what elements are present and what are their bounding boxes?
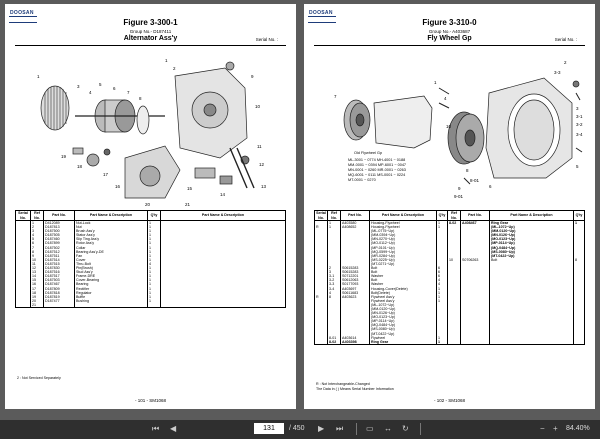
description-cell: (MQ-0599~Up) bbox=[370, 250, 437, 254]
serial-cell: R bbox=[315, 225, 328, 229]
description-cell: (MO-0112~Up) bbox=[370, 241, 437, 245]
assembly-name: Alternator Ass'y bbox=[123, 35, 178, 42]
serial-cell bbox=[16, 303, 31, 308]
ref-cell: 7 bbox=[31, 246, 44, 250]
qty-cell: 1 bbox=[148, 246, 161, 250]
qty-cell: 1 bbox=[148, 299, 161, 303]
serial-label: Serial No. : bbox=[554, 37, 577, 42]
part-no-cell: D187517 bbox=[44, 274, 75, 278]
part-no-cell: A403697 bbox=[341, 287, 370, 291]
ref-cell: 8 bbox=[31, 250, 44, 254]
fit-width-icon[interactable]: ↔ bbox=[384, 424, 392, 433]
description-cell: (MS-0080~Up) bbox=[370, 327, 437, 331]
description-cell: Washer bbox=[370, 282, 437, 286]
part-no-cell: S0706263 bbox=[461, 258, 490, 262]
flywheel-exploded-diagram bbox=[314, 48, 585, 208]
ref-cell: 14 bbox=[31, 274, 44, 278]
part-no-cell: S0612063 bbox=[341, 278, 370, 282]
description-cell: Bolt bbox=[370, 278, 437, 282]
empty-cell bbox=[161, 303, 286, 308]
callout: 20 bbox=[145, 202, 151, 207]
description-cell: (ML-1072~Up) bbox=[370, 303, 437, 307]
qty-cell: 1 bbox=[148, 229, 161, 233]
callout: 2 bbox=[564, 60, 567, 65]
qty-cell: 6 bbox=[437, 274, 448, 278]
ref-cell: 13 bbox=[31, 270, 44, 274]
description-cell: (MN-0270~Up) bbox=[370, 237, 437, 241]
description-cell: (MR-0284~Up) bbox=[370, 254, 437, 258]
qty-cell: 1 bbox=[148, 258, 161, 262]
description-cell: (MS-0080~Up) bbox=[490, 250, 574, 254]
description-cell: (MN-0126~Up) bbox=[490, 233, 574, 237]
col-serial: Serial No. bbox=[316, 211, 326, 220]
qty-cell: 1 bbox=[148, 295, 161, 299]
part-no-cell: S0615283 bbox=[341, 270, 370, 274]
ref-cell: 1 bbox=[328, 225, 341, 229]
serial-cell: R bbox=[315, 295, 328, 299]
description-cell: (MO-0123~Up) bbox=[490, 237, 574, 241]
inset-title: Old Flywheel Gp bbox=[354, 151, 383, 155]
rotate-icon[interactable]: ↻ bbox=[402, 424, 409, 433]
qty-cell: 1 bbox=[148, 237, 161, 241]
figure-title: Figure 3-300-1 bbox=[123, 18, 178, 27]
ref-cell: 1 bbox=[328, 221, 341, 226]
qty-cell bbox=[574, 340, 585, 345]
ref-cell: 4 bbox=[328, 291, 341, 295]
description-cell: (ML-0775~Up) bbox=[370, 229, 437, 233]
description-cell: Nut-Lock bbox=[75, 221, 148, 226]
callout: 6 bbox=[489, 184, 492, 189]
part-no-cell: S0611683 bbox=[341, 291, 370, 295]
header-rule bbox=[314, 45, 585, 46]
right-page bbox=[304, 4, 595, 409]
part-no-cell: A403623 bbox=[341, 295, 370, 299]
description-cell: Ring Gear bbox=[490, 221, 574, 226]
description-cell: Cover-Bearing bbox=[75, 278, 148, 282]
description-cell: Bearing bbox=[75, 282, 148, 286]
part-no-cell: D187477 bbox=[44, 299, 75, 303]
ref-cell: 2 bbox=[31, 225, 44, 229]
col-description: Part Name & Description bbox=[370, 211, 437, 221]
qty-cell: 1 bbox=[148, 225, 161, 229]
inset-line: MM-0001 ~ 0394 MP-6001 ~ 0047 bbox=[348, 163, 407, 167]
table-row bbox=[315, 340, 585, 345]
qty-cell: 8 bbox=[574, 258, 585, 262]
callout: 19 bbox=[61, 154, 67, 159]
footnote: 2 : Not Serviced Separately bbox=[17, 376, 61, 380]
ref-cell: 5 bbox=[31, 237, 44, 241]
callout: 12 bbox=[259, 162, 265, 167]
description-cell: Flywheel Ass'y bbox=[370, 299, 437, 303]
part-no-cell: S0712201 bbox=[341, 274, 370, 278]
figure-title: Figure 3-310-0 bbox=[422, 18, 477, 27]
description-cell: Flywheel Ass'y bbox=[370, 295, 437, 299]
part-no-cell: D187460 bbox=[44, 237, 75, 241]
description-cell: Bolt bbox=[490, 258, 574, 262]
qty-cell: 1 bbox=[148, 270, 161, 274]
part-no-cell: D187514 bbox=[44, 258, 75, 262]
callout: 1 bbox=[165, 58, 168, 63]
fit-page-icon[interactable]: ▭ bbox=[366, 424, 374, 433]
callout: 11 bbox=[257, 144, 262, 149]
part-no-cell: D187813 bbox=[44, 225, 75, 229]
qty-cell: 1 bbox=[148, 254, 161, 258]
part-no-cell: D187502 bbox=[44, 246, 75, 250]
col-description-2: Part Name & Description bbox=[490, 211, 574, 221]
description-cell: (MQ-0484~Up) bbox=[490, 246, 574, 250]
zoom-in-icon[interactable]: + bbox=[553, 424, 558, 433]
col-ref-2: Ref No. bbox=[448, 211, 461, 221]
ref-cell: 3-1 bbox=[328, 274, 341, 278]
part-no-cell bbox=[461, 340, 490, 345]
part-no-cell: D187516 bbox=[44, 270, 75, 274]
callout: 7 bbox=[334, 94, 337, 99]
qty-cell: 4 bbox=[148, 262, 161, 266]
qty-cell: 1 bbox=[437, 221, 448, 226]
description-cell: Housing-Cover(Delete) bbox=[370, 287, 437, 291]
ref-cell: 10 bbox=[448, 258, 461, 262]
callout: 1 bbox=[37, 74, 40, 79]
page-total: / 450 bbox=[289, 425, 305, 432]
alternator-exploded-diagram bbox=[15, 48, 286, 208]
callout: 9-01 bbox=[454, 194, 464, 199]
qty-cell: 1 bbox=[148, 287, 161, 291]
part-no-cell: D187830 bbox=[44, 266, 75, 270]
callout: 5 bbox=[576, 164, 579, 169]
part-no-cell bbox=[44, 303, 75, 308]
part-no-cell: D412089 bbox=[44, 221, 75, 226]
callout: 14 bbox=[220, 192, 226, 197]
part-no-cell: S0615283 bbox=[341, 266, 370, 270]
description-cell: Bolt bbox=[370, 270, 437, 274]
part-no-cell: D187899 bbox=[44, 241, 75, 245]
callout: 4 bbox=[444, 96, 447, 101]
description-cell: Buffle bbox=[75, 295, 148, 299]
part-no-cell: D187512 bbox=[44, 250, 75, 254]
description-cell: Brush Ass'y bbox=[75, 229, 148, 233]
qty-cell: 1 bbox=[148, 241, 161, 245]
description-cell: Collar bbox=[75, 246, 148, 250]
inset-line: ML-3001 ~ 0774 MH-4001 ~ 0188 bbox=[348, 158, 406, 162]
qty-cell: 1 bbox=[437, 340, 448, 345]
last-page-icon[interactable]: ⏭ bbox=[336, 424, 344, 433]
description-cell: Stator Ass'y bbox=[75, 233, 148, 237]
callout: 21 bbox=[185, 202, 191, 207]
description-cell: Rectifier bbox=[75, 287, 148, 291]
ref-cell: 3-3 bbox=[328, 282, 341, 286]
qty-cell: 1 bbox=[148, 291, 161, 295]
ref-cell: 11 bbox=[31, 262, 44, 266]
callout: 8 bbox=[466, 168, 469, 173]
part-no-cell: D187511 bbox=[44, 254, 75, 258]
part-no-cell: D187819 bbox=[44, 295, 75, 299]
ref-cell: 3-2 bbox=[328, 278, 341, 282]
col-part-no: Part No. bbox=[44, 211, 75, 221]
part-no-cell: D187503 bbox=[44, 278, 75, 282]
ref-cell: 6 bbox=[31, 241, 44, 245]
description-cell: (MP-0114~Up) bbox=[370, 319, 437, 323]
doosan-logo: DOOSAN bbox=[10, 10, 34, 16]
description-cell: Stud Ass'y bbox=[75, 270, 148, 274]
description-cell: Bushing bbox=[75, 299, 148, 303]
left-page bbox=[5, 4, 296, 409]
col-part-no-2: Part No. bbox=[461, 211, 490, 221]
qty-cell: 1 bbox=[148, 278, 161, 282]
description-cell: Bearing Ass'y-DE bbox=[75, 250, 148, 254]
col-description-2: Part Name & Description bbox=[161, 211, 286, 221]
callout: 8 bbox=[139, 96, 142, 101]
qty-cell: 1 bbox=[437, 287, 448, 291]
description-cell: (MO-0123~Up) bbox=[370, 315, 437, 319]
col-ref: Ref No. bbox=[328, 211, 341, 221]
footnote-serial: The Data in ( ) Means Serial Number Information bbox=[316, 387, 394, 391]
toolbar-separator bbox=[356, 423, 357, 435]
callout: 18 bbox=[77, 164, 83, 169]
callout: 9 bbox=[251, 74, 254, 79]
callout: 4 bbox=[89, 90, 92, 95]
description-cell: Cover bbox=[75, 258, 148, 262]
callout: 7 bbox=[127, 90, 130, 95]
description-cell: (MM-0120~Up) bbox=[490, 229, 574, 233]
col-qty-2: Q'ty bbox=[574, 211, 585, 221]
part-no-cell: D187505 bbox=[44, 233, 75, 237]
qty-cell: 1 bbox=[148, 221, 161, 226]
qty-cell: 1 bbox=[148, 274, 161, 278]
callout: 17 bbox=[103, 172, 109, 177]
parts-table-right bbox=[314, 210, 585, 345]
inset-line: MN-0001 ~ 0260 MR-0001 ~ 0263 bbox=[348, 168, 406, 172]
assembly-name: Fly Wheel Gp bbox=[427, 35, 472, 42]
ref-cell: 16 bbox=[31, 282, 44, 286]
part-no-cell: D187467 bbox=[44, 282, 75, 286]
page-number-input[interactable] bbox=[254, 423, 284, 434]
serial-label: Serial No. : bbox=[255, 37, 278, 42]
qty-cell: 1 bbox=[437, 299, 448, 303]
ref-cell: 4 bbox=[31, 233, 44, 237]
qty-cell: 1 bbox=[148, 266, 161, 270]
description-cell: Nut bbox=[75, 225, 148, 229]
callout: 3 bbox=[77, 84, 80, 89]
part-no-cell: D187515 bbox=[44, 262, 75, 266]
part-no-cell: A403614 bbox=[341, 336, 370, 340]
ref-cell: 2 bbox=[328, 266, 341, 270]
qty-cell: 1 bbox=[437, 225, 448, 229]
qty-cell: 4 bbox=[437, 278, 448, 282]
qty-cell: 6 bbox=[437, 270, 448, 274]
callout: 6 bbox=[113, 86, 116, 91]
ref-cell: 8-02 bbox=[448, 221, 461, 226]
doosan-logo: DOOSAN bbox=[309, 10, 333, 16]
callout: 3-1 bbox=[576, 114, 583, 119]
qty-cell: 1 bbox=[148, 282, 161, 286]
callout: 13 bbox=[261, 184, 267, 189]
ref-cell: 10 bbox=[31, 258, 44, 262]
description-cell: Bolt(Delete) bbox=[370, 291, 437, 295]
col-qty: Q'ty bbox=[437, 211, 448, 221]
callout: 10 bbox=[446, 124, 452, 129]
description-cell: (MT-0422~Up) bbox=[370, 332, 437, 336]
part-no-cell: A403580 bbox=[341, 221, 370, 226]
callout: 3 bbox=[576, 106, 579, 111]
ref-cell: 1 bbox=[31, 221, 44, 226]
first-page-icon[interactable]: ⏮ bbox=[152, 424, 160, 433]
col-description: Part Name & Description bbox=[75, 211, 148, 221]
group-number: Group No.- D187411 bbox=[129, 29, 172, 34]
ref-cell: 3 bbox=[328, 270, 341, 274]
description-cell: (ML-1072~Up) bbox=[490, 225, 574, 229]
ref-cell: 17 bbox=[31, 287, 44, 291]
inset-line: MT-0001 ~ 0270 bbox=[348, 178, 376, 182]
parts-table-left bbox=[15, 210, 286, 308]
ref-cell: 3-4 bbox=[328, 287, 341, 291]
prev-page-icon[interactable]: ◀ bbox=[170, 424, 177, 433]
qty-cell: 1 bbox=[437, 291, 448, 295]
group-number: Group No.- A403687 bbox=[428, 29, 471, 34]
description-cell: Housing-Flywheel bbox=[370, 225, 437, 229]
part-no-cell: A408467 bbox=[461, 221, 490, 226]
toolbar-separator bbox=[420, 423, 421, 435]
ref-cell: 21 bbox=[31, 303, 44, 308]
col-serial: Serial No. bbox=[16, 211, 31, 221]
callout: 3-3 bbox=[554, 70, 561, 75]
header-rule bbox=[15, 45, 286, 46]
footnote-r: R : Not Interchangeable-Changed bbox=[316, 382, 370, 386]
next-page-icon[interactable]: ▶ bbox=[318, 424, 325, 433]
description-cell: Regulator bbox=[75, 291, 148, 295]
description-cell: Thru-Bolt bbox=[75, 262, 148, 266]
description-cell: Frame-DRE bbox=[75, 274, 148, 278]
ref-cell: 9 bbox=[31, 254, 44, 258]
ref-cell: 8 bbox=[328, 295, 341, 299]
description-cell: Washer bbox=[370, 274, 437, 278]
table-row bbox=[16, 303, 286, 308]
description-cell: Fan bbox=[75, 254, 148, 258]
ref-cell bbox=[448, 340, 461, 345]
description-cell: Bolt bbox=[370, 266, 437, 270]
description-cell: (MP-0114~Up) bbox=[490, 241, 574, 245]
part-no-cell: D187500 bbox=[44, 229, 75, 233]
ref-cell: 20 bbox=[31, 299, 44, 303]
col-part-no: Part No. bbox=[341, 211, 370, 221]
description-cell bbox=[75, 303, 148, 308]
page-number: - 102 - SM1068 bbox=[433, 398, 466, 403]
description-cell: (MM-0394~Up) bbox=[370, 233, 437, 237]
description-cell: (MT-0422~Up) bbox=[490, 254, 574, 258]
ref-cell: 15 bbox=[31, 278, 44, 282]
part-no-cell: D187809 bbox=[44, 287, 75, 291]
viewer-toolbar bbox=[0, 420, 600, 439]
qty-cell: 1 bbox=[148, 250, 161, 254]
callout: 16 bbox=[115, 184, 121, 189]
part-no-cell: D187818 bbox=[44, 291, 75, 295]
ref-cell: 8-01 bbox=[328, 336, 341, 340]
description-cell: (MN-0126~Up) bbox=[370, 311, 437, 315]
zoom-level[interactable]: 84.40% bbox=[566, 425, 590, 432]
qty-cell: 1 bbox=[437, 295, 448, 299]
description-cell: (MT-0271~Up) bbox=[370, 262, 437, 266]
callout: 5 bbox=[99, 82, 102, 87]
qty-cell: 1 bbox=[148, 233, 161, 237]
description-cell: Rotor Ass'y bbox=[75, 241, 148, 245]
callout: 15 bbox=[187, 186, 193, 191]
description-cell: Ring Gear bbox=[370, 340, 437, 345]
description-cell: (MS-0225~Up) bbox=[370, 258, 437, 262]
ref-cell: 3 bbox=[31, 229, 44, 233]
callout: 3-2 bbox=[576, 122, 583, 127]
qty-cell bbox=[148, 303, 161, 308]
ref-cell: 8-02 bbox=[328, 340, 341, 345]
callout: 10 bbox=[255, 104, 261, 109]
col-qty: Q'ty bbox=[148, 211, 161, 221]
description-cell bbox=[490, 340, 574, 345]
part-no-cell: A403398 bbox=[341, 340, 370, 345]
page-number: - 101 - SM1068 bbox=[134, 398, 167, 403]
ref-cell: 12 bbox=[31, 266, 44, 270]
description-cell: Slip Ting Ass'y bbox=[75, 237, 148, 241]
part-no-cell: A408652 bbox=[341, 225, 370, 229]
callout: 3-4 bbox=[576, 132, 583, 137]
zoom-out-icon[interactable]: − bbox=[540, 424, 545, 433]
inset-line: MQ-6001 ~ 0111 MS-0001 ~ 0224 bbox=[348, 173, 406, 177]
serial-cell bbox=[315, 340, 328, 345]
callout: 8-01 bbox=[470, 178, 480, 183]
description-cell: (MP-0101~Up) bbox=[370, 246, 437, 250]
ref-cell: 19 bbox=[31, 295, 44, 299]
description-cell: Pin(Brush) bbox=[75, 266, 148, 270]
description-cell: Housing-Flywheel bbox=[370, 221, 437, 226]
callout: 9 bbox=[458, 186, 461, 191]
qty-cell: 6 bbox=[437, 266, 448, 270]
qty-cell: 1 bbox=[437, 336, 448, 340]
callout: 2 bbox=[173, 66, 176, 71]
part-no-cell: S0177093 bbox=[341, 282, 370, 286]
description-cell: (MQ-0484~Up) bbox=[370, 323, 437, 327]
qty-cell: 1 bbox=[574, 221, 585, 226]
description-cell: Flywheel bbox=[370, 336, 437, 340]
qty-cell: 4 bbox=[437, 282, 448, 286]
callout: 1 bbox=[434, 80, 437, 85]
col-ref: Ref No. bbox=[31, 211, 44, 221]
description-cell: (MM-0120~Up) bbox=[370, 307, 437, 311]
ref-cell: 18 bbox=[31, 291, 44, 295]
